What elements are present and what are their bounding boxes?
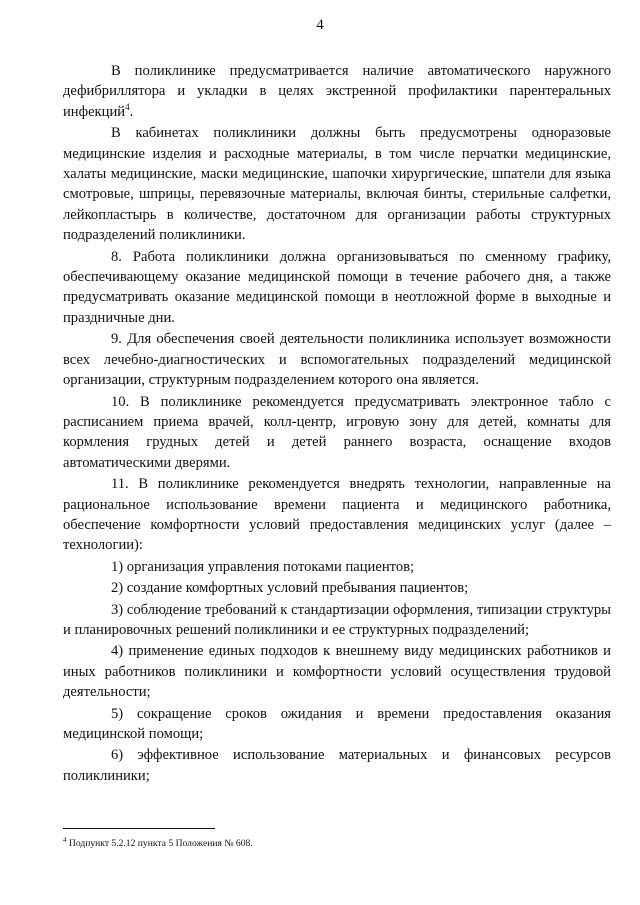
list-item: 3) соблюдение требований к стандартизации оформления, типизации структуры и планировочных решений поликлиники и ее структурных подразделений; <box>63 601 611 638</box>
list-item: 4) применение единых подходов к внешнему виду медицинских работников и иных работников поликлиники и комфортности условий осуществления трудовой деятельности; <box>63 643 611 701</box>
footnote-separator <box>63 828 215 829</box>
paragraph: 11. В поликлинике рекомендуется внедрять технологии, направленные на рациональное использование времени пациента и медицинского работника, обеспечение комфортности условий предоставления медицинских услуг (далее – технологии): <box>63 476 611 554</box>
list-item: 2) создание комфортных условий пребывания пациентов; <box>111 580 469 597</box>
footnote <box>63 835 611 850</box>
paragraph <box>63 61 611 122</box>
paragraph: 9. Для обеспечения своей деятельности поликлиника использует возможности всех лечебно-диагностических и вспомогательных подразделений медицинской организации, структурным подразделением которого она является. <box>63 331 611 389</box>
list-item: 5) сокращение сроков ожидания и времени предоставления оказания медицинской помощи; <box>63 705 611 742</box>
paragraph: 8. Работа поликлиники должна организовываться по сменному графику, обеспечивающему оказание медицинской помощи в течение рабочего дня, а также предусматривать оказание медицинской помощи в неотложной форме в выходные и праздничные дни. <box>63 248 611 326</box>
footnote-reference[interactable]: 4 <box>125 101 130 112</box>
document-body <box>63 61 611 786</box>
footnote-marker: 4 <box>63 835 67 844</box>
footnote-text: Подпункт 5.2.12 пункта 5 Положения № 608. <box>66 838 253 849</box>
paragraph-tail: . <box>129 103 134 120</box>
list-item: 1) организация управления потоками пациентов; <box>111 558 415 575</box>
list-item: 6) эффективное использование материальных и финансовых ресурсов поликлиники; <box>63 747 611 784</box>
page-number: 4 <box>316 17 324 33</box>
paragraph: 10. В поликлинике рекомендуется предусматривать электронное табло с расписанием приема врачей, колл-центр, игровую зону для детей, комнаты для кормления грудных детей и детей раннего возраста, оснащение входов автоматическими дверями. <box>63 393 611 471</box>
paragraph: В кабинетах поликлиники должны быть предусмотрены одноразовые медицинские изделия и расходные материалы, в том числе перчатки медицинские, халаты медицинские, маски медицинские, шапочки хирургические, шпатели для языка смотровые, шприцы, перевязочные материалы, включая бинты, стерильные салфетки, лейкопластырь в количестве, достаточном для организации работы структурных подразделений поликлиники. <box>63 125 611 244</box>
paragraph-text: В поликлинике предусматривается наличие автоматического наружного дефибриллятора и укладки в целях экстренной профилактики парентеральных инфекций <box>63 63 611 120</box>
